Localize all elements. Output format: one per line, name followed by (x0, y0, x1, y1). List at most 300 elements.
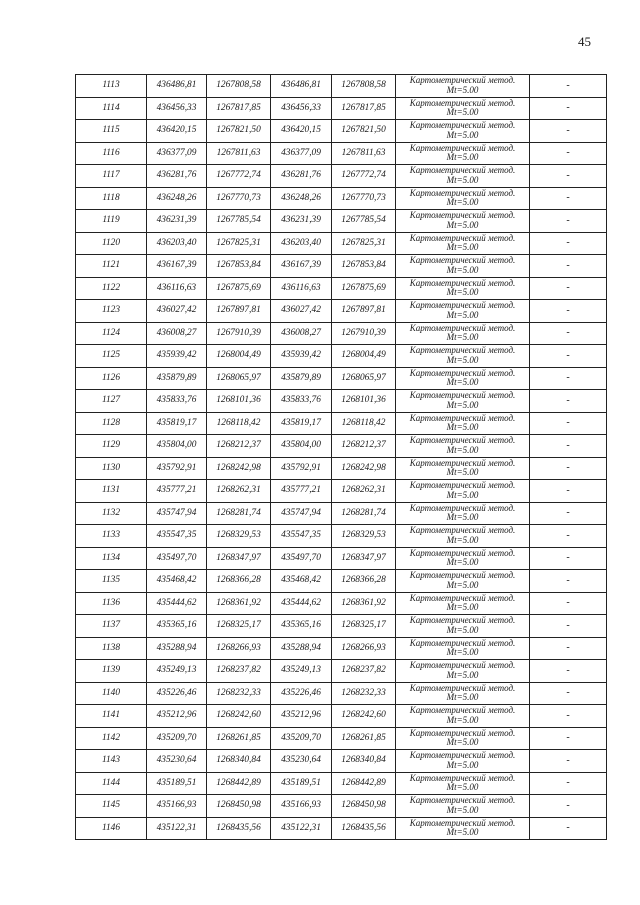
x-coordinate-cell: 436008,27 (147, 322, 207, 345)
y-coordinate-repeat-cell: 1267817,85 (332, 97, 396, 120)
method-name: Картометрический метод. (409, 547, 516, 558)
method-cell (396, 682, 530, 705)
x-coordinate-repeat-cell: 435212,96 (271, 705, 332, 728)
y-coordinate-repeat-cell: 1268242,60 (332, 705, 396, 728)
y-coordinate-repeat-cell: 1268004,49 (332, 345, 396, 368)
point-number-cell: 1133 (76, 525, 147, 548)
method-name: Картометрический метод. (409, 615, 516, 626)
y-coordinate-cell: 1267875,69 (207, 277, 271, 300)
y-coordinate-cell: 1267910,39 (207, 322, 271, 345)
method-name: Картометрический метод. (409, 592, 516, 603)
x-coordinate-repeat-cell: 436231,39 (271, 210, 332, 233)
note-cell: - (530, 660, 607, 683)
method-accuracy: Mt=5.00 (446, 309, 479, 320)
y-coordinate-repeat-cell: 1267770,73 (332, 187, 396, 210)
table-row (76, 165, 607, 188)
method-accuracy: Mt=5.00 (446, 107, 479, 118)
method-accuracy: Mt=5.00 (446, 534, 479, 545)
x-coordinate-repeat-cell: 435444,62 (271, 592, 332, 615)
point-number-cell: 1143 (76, 750, 147, 773)
method-accuracy: Mt=5.00 (446, 624, 479, 635)
note-cell: - (530, 345, 607, 368)
y-coordinate-cell: 1268366,28 (207, 570, 271, 593)
y-coordinate-cell: 1267808,58 (207, 75, 271, 98)
method-cell (396, 142, 530, 165)
method-name: Картометрический метод. (409, 727, 516, 738)
method-name: Картометрический метод. (409, 75, 516, 86)
note-cell: - (530, 727, 607, 750)
method-cell (396, 232, 530, 255)
method-name: Картометрический метод. (409, 682, 516, 693)
x-coordinate-repeat-cell: 435777,21 (271, 480, 332, 503)
method-name: Картометрический метод. (409, 525, 516, 536)
method-cell (396, 772, 530, 795)
method-accuracy: Mt=5.00 (446, 174, 479, 185)
y-coordinate-cell: 1268242,98 (207, 457, 271, 480)
y-coordinate-cell: 1268347,97 (207, 547, 271, 570)
table-row (76, 75, 607, 98)
method-accuracy: Mt=5.00 (446, 467, 479, 478)
method-name: Картометрический метод. (409, 187, 516, 198)
method-accuracy: Mt=5.00 (446, 647, 479, 658)
method-accuracy: Mt=5.00 (446, 804, 479, 815)
y-coordinate-repeat-cell: 1267875,69 (332, 277, 396, 300)
method-name: Картометрический метод. (409, 210, 516, 221)
table-row (76, 142, 607, 165)
method-accuracy: Mt=5.00 (446, 557, 479, 568)
method-accuracy: Mt=5.00 (446, 219, 479, 230)
x-coordinate-repeat-cell: 436116,63 (271, 277, 332, 300)
y-coordinate-cell: 1268266,93 (207, 637, 271, 660)
method-name: Картометрический метод. (409, 367, 516, 378)
method-accuracy: Mt=5.00 (446, 737, 479, 748)
note-cell: - (530, 637, 607, 660)
x-coordinate-repeat-cell: 435288,94 (271, 637, 332, 660)
method-name: Картометрический метод. (409, 120, 516, 131)
y-coordinate-repeat-cell: 1268065,97 (332, 367, 396, 390)
note-cell: - (530, 390, 607, 413)
table-row (76, 772, 607, 795)
method-cell (396, 637, 530, 660)
table-row (76, 592, 607, 615)
point-number-cell: 1131 (76, 480, 147, 503)
point-number-cell: 1121 (76, 255, 147, 278)
method-cell (396, 165, 530, 188)
method-accuracy: Mt=5.00 (446, 512, 479, 523)
y-coordinate-repeat-cell: 1268329,53 (332, 525, 396, 548)
x-coordinate-cell: 436486,81 (147, 75, 207, 98)
x-coordinate-repeat-cell: 436008,27 (271, 322, 332, 345)
x-coordinate-repeat-cell: 435939,42 (271, 345, 332, 368)
x-coordinate-repeat-cell: 436420,15 (271, 120, 332, 143)
method-name: Картометрический метод. (409, 502, 516, 513)
y-coordinate-cell: 1268325,17 (207, 615, 271, 638)
point-number-cell: 1127 (76, 390, 147, 413)
x-coordinate-cell: 435792,91 (147, 457, 207, 480)
y-coordinate-cell: 1268212,37 (207, 435, 271, 458)
y-coordinate-cell: 1268450,98 (207, 795, 271, 818)
method-accuracy: Mt=5.00 (446, 827, 479, 838)
table-row (76, 367, 607, 390)
x-coordinate-repeat-cell: 435547,35 (271, 525, 332, 548)
point-number-cell: 1146 (76, 817, 147, 840)
y-coordinate-repeat-cell: 1268450,98 (332, 795, 396, 818)
y-coordinate-repeat-cell: 1268101,36 (332, 390, 396, 413)
note-cell: - (530, 682, 607, 705)
method-name: Картометрический метод. (409, 390, 516, 401)
note-cell: - (530, 817, 607, 840)
note-cell: - (530, 705, 607, 728)
method-cell (396, 210, 530, 233)
table-row (76, 817, 607, 840)
point-number-cell: 1117 (76, 165, 147, 188)
method-cell (396, 795, 530, 818)
note-cell: - (530, 615, 607, 638)
y-coordinate-repeat-cell: 1268325,17 (332, 615, 396, 638)
y-coordinate-cell: 1268435,56 (207, 817, 271, 840)
x-coordinate-cell: 436116,63 (147, 277, 207, 300)
coordinates-table (75, 74, 607, 840)
method-cell (396, 412, 530, 435)
method-cell (396, 570, 530, 593)
method-accuracy: Mt=5.00 (446, 242, 479, 253)
y-coordinate-cell: 1267825,31 (207, 232, 271, 255)
method-cell (396, 75, 530, 98)
method-cell (396, 660, 530, 683)
point-number-cell: 1138 (76, 637, 147, 660)
point-number-cell: 1137 (76, 615, 147, 638)
method-name: Картометрический метод. (409, 232, 516, 243)
table-row (76, 97, 607, 120)
y-coordinate-repeat-cell: 1268261,85 (332, 727, 396, 750)
point-number-cell: 1116 (76, 142, 147, 165)
y-coordinate-repeat-cell: 1268435,56 (332, 817, 396, 840)
method-cell (396, 277, 530, 300)
table-row (76, 727, 607, 750)
method-cell (396, 547, 530, 570)
method-name: Картометрический метод. (409, 457, 516, 468)
point-number-cell: 1141 (76, 705, 147, 728)
point-number-cell: 1144 (76, 772, 147, 795)
page-number: 45 (578, 34, 591, 49)
y-coordinate-repeat-cell: 1267785,54 (332, 210, 396, 233)
note-cell: - (530, 322, 607, 345)
table-row (76, 615, 607, 638)
method-cell (396, 187, 530, 210)
y-coordinate-repeat-cell: 1268262,31 (332, 480, 396, 503)
x-coordinate-cell: 435212,96 (147, 705, 207, 728)
y-coordinate-repeat-cell: 1268340,84 (332, 750, 396, 773)
y-coordinate-repeat-cell: 1267821,50 (332, 120, 396, 143)
note-cell: - (530, 772, 607, 795)
point-number-cell: 1135 (76, 570, 147, 593)
y-coordinate-repeat-cell: 1267853,84 (332, 255, 396, 278)
x-coordinate-repeat-cell: 435230,64 (271, 750, 332, 773)
note-cell: - (530, 592, 607, 615)
x-coordinate-cell: 435226,46 (147, 682, 207, 705)
x-coordinate-cell: 435939,42 (147, 345, 207, 368)
y-coordinate-cell: 1268281,74 (207, 502, 271, 525)
point-number-cell: 1115 (76, 120, 147, 143)
x-coordinate-repeat-cell: 435792,91 (271, 457, 332, 480)
method-name: Картометрический метод. (409, 300, 516, 311)
x-coordinate-cell: 435288,94 (147, 637, 207, 660)
point-number-cell: 1130 (76, 457, 147, 480)
x-coordinate-cell: 436420,15 (147, 120, 207, 143)
method-name: Картометрический метод. (409, 165, 516, 176)
y-coordinate-repeat-cell: 1268442,89 (332, 772, 396, 795)
y-coordinate-cell: 1267897,81 (207, 300, 271, 323)
x-coordinate-cell: 436203,40 (147, 232, 207, 255)
point-number-cell: 1132 (76, 502, 147, 525)
table-row (76, 525, 607, 548)
y-coordinate-cell: 1268232,33 (207, 682, 271, 705)
method-accuracy: Mt=5.00 (446, 377, 479, 388)
table-row (76, 300, 607, 323)
method-cell (396, 750, 530, 773)
method-accuracy: Mt=5.00 (446, 129, 479, 140)
method-name: Картометрический метод. (409, 705, 516, 716)
method-accuracy: Mt=5.00 (446, 84, 479, 95)
method-cell (396, 727, 530, 750)
table-row (76, 660, 607, 683)
method-accuracy: Mt=5.00 (446, 399, 479, 410)
method-accuracy: Mt=5.00 (446, 422, 479, 433)
method-accuracy: Mt=5.00 (446, 197, 479, 208)
method-cell (396, 120, 530, 143)
table-row (76, 255, 607, 278)
x-coordinate-repeat-cell: 435209,70 (271, 727, 332, 750)
method-cell (396, 435, 530, 458)
table-row (76, 120, 607, 143)
x-coordinate-cell: 435879,89 (147, 367, 207, 390)
method-name: Картометрический метод. (409, 322, 516, 333)
table-row (76, 570, 607, 593)
coordinates-table-body (76, 75, 607, 840)
x-coordinate-cell: 435166,93 (147, 795, 207, 818)
y-coordinate-repeat-cell: 1267825,31 (332, 232, 396, 255)
y-coordinate-repeat-cell: 1268347,97 (332, 547, 396, 570)
y-coordinate-cell: 1267770,73 (207, 187, 271, 210)
note-cell: - (530, 367, 607, 390)
x-coordinate-cell: 436248,26 (147, 187, 207, 210)
x-coordinate-repeat-cell: 436486,81 (271, 75, 332, 98)
method-accuracy: Mt=5.00 (446, 669, 479, 680)
note-cell: - (530, 547, 607, 570)
note-cell: - (530, 435, 607, 458)
x-coordinate-repeat-cell: 435747,94 (271, 502, 332, 525)
method-name: Картометрический метод. (409, 255, 516, 266)
y-coordinate-cell: 1268361,92 (207, 592, 271, 615)
method-name: Картометрический метод. (409, 435, 516, 446)
table-row (76, 502, 607, 525)
x-coordinate-repeat-cell: 435226,46 (271, 682, 332, 705)
point-number-cell: 1145 (76, 795, 147, 818)
x-coordinate-repeat-cell: 435122,31 (271, 817, 332, 840)
table-row (76, 435, 607, 458)
method-name: Картометрический метод. (409, 750, 516, 761)
method-cell (396, 255, 530, 278)
x-coordinate-cell: 435547,35 (147, 525, 207, 548)
note-cell: - (530, 570, 607, 593)
y-coordinate-cell: 1267817,85 (207, 97, 271, 120)
x-coordinate-cell: 435209,70 (147, 727, 207, 750)
x-coordinate-cell: 435804,00 (147, 435, 207, 458)
method-name: Картометрический метод. (409, 795, 516, 806)
note-cell: - (530, 480, 607, 503)
x-coordinate-cell: 436167,39 (147, 255, 207, 278)
method-cell (396, 390, 530, 413)
y-coordinate-repeat-cell: 1268366,28 (332, 570, 396, 593)
x-coordinate-cell: 435819,17 (147, 412, 207, 435)
point-number-cell: 1123 (76, 300, 147, 323)
note-cell: - (530, 277, 607, 300)
method-accuracy: Mt=5.00 (446, 264, 479, 275)
method-name: Картометрический метод. (409, 660, 516, 671)
method-accuracy: Mt=5.00 (446, 354, 479, 365)
note-cell: - (530, 232, 607, 255)
y-coordinate-cell: 1267853,84 (207, 255, 271, 278)
x-coordinate-repeat-cell: 435804,00 (271, 435, 332, 458)
note-cell: - (530, 502, 607, 525)
point-number-cell: 1134 (76, 547, 147, 570)
note-cell: - (530, 187, 607, 210)
table-row (76, 480, 607, 503)
note-cell: - (530, 457, 607, 480)
table-row (76, 187, 607, 210)
note-cell: - (530, 795, 607, 818)
table-row (76, 390, 607, 413)
note-cell: - (530, 300, 607, 323)
x-coordinate-repeat-cell: 435468,42 (271, 570, 332, 593)
y-coordinate-cell: 1268237,82 (207, 660, 271, 683)
note-cell: - (530, 120, 607, 143)
method-accuracy: Mt=5.00 (446, 579, 479, 590)
note-cell: - (530, 75, 607, 98)
method-cell (396, 457, 530, 480)
method-name: Картометрический метод. (409, 637, 516, 648)
y-coordinate-repeat-cell: 1267910,39 (332, 322, 396, 345)
x-coordinate-repeat-cell: 436167,39 (271, 255, 332, 278)
method-accuracy: Mt=5.00 (446, 152, 479, 163)
x-coordinate-cell: 435747,94 (147, 502, 207, 525)
method-accuracy: Mt=5.00 (446, 332, 479, 343)
point-number-cell: 1114 (76, 97, 147, 120)
method-cell (396, 705, 530, 728)
x-coordinate-repeat-cell: 435189,51 (271, 772, 332, 795)
point-number-cell: 1120 (76, 232, 147, 255)
table-row (76, 547, 607, 570)
y-coordinate-cell: 1268065,97 (207, 367, 271, 390)
x-coordinate-repeat-cell: 435879,89 (271, 367, 332, 390)
x-coordinate-repeat-cell: 435249,13 (271, 660, 332, 683)
method-name: Картометрический метод. (409, 412, 516, 423)
y-coordinate-repeat-cell: 1268266,93 (332, 637, 396, 660)
y-coordinate-repeat-cell: 1268118,42 (332, 412, 396, 435)
x-coordinate-repeat-cell: 436456,33 (271, 97, 332, 120)
x-coordinate-cell: 435833,76 (147, 390, 207, 413)
note-cell: - (530, 142, 607, 165)
y-coordinate-repeat-cell: 1267808,58 (332, 75, 396, 98)
method-accuracy: Mt=5.00 (446, 759, 479, 770)
method-name: Картометрический метод. (409, 277, 516, 288)
method-accuracy: Mt=5.00 (446, 692, 479, 703)
x-coordinate-cell: 435230,64 (147, 750, 207, 773)
table-row (76, 232, 607, 255)
y-coordinate-cell: 1267772,74 (207, 165, 271, 188)
table-row (76, 750, 607, 773)
y-coordinate-cell: 1268261,85 (207, 727, 271, 750)
x-coordinate-repeat-cell: 435497,70 (271, 547, 332, 570)
method-name: Картометрический метод. (409, 817, 516, 828)
x-coordinate-cell: 436231,39 (147, 210, 207, 233)
note-cell: - (530, 255, 607, 278)
method-name: Картометрический метод. (409, 97, 516, 108)
y-coordinate-cell: 1268242,60 (207, 705, 271, 728)
x-coordinate-cell: 436377,09 (147, 142, 207, 165)
point-number-cell: 1126 (76, 367, 147, 390)
table-row (76, 705, 607, 728)
point-number-cell: 1142 (76, 727, 147, 750)
y-coordinate-repeat-cell: 1268242,98 (332, 457, 396, 480)
method-name: Картометрический метод. (409, 570, 516, 581)
y-coordinate-cell: 1268329,53 (207, 525, 271, 548)
x-coordinate-repeat-cell: 436281,76 (271, 165, 332, 188)
x-coordinate-cell: 435444,62 (147, 592, 207, 615)
point-number-cell: 1128 (76, 412, 147, 435)
method-cell (396, 817, 530, 840)
point-number-cell: 1129 (76, 435, 147, 458)
y-coordinate-repeat-cell: 1268237,82 (332, 660, 396, 683)
point-number-cell: 1124 (76, 322, 147, 345)
x-coordinate-cell: 435468,42 (147, 570, 207, 593)
x-coordinate-repeat-cell: 435819,17 (271, 412, 332, 435)
method-accuracy: Mt=5.00 (446, 287, 479, 298)
x-coordinate-repeat-cell: 436248,26 (271, 187, 332, 210)
method-name: Картометрический метод. (409, 142, 516, 153)
y-coordinate-cell: 1268262,31 (207, 480, 271, 503)
point-number-cell: 1122 (76, 277, 147, 300)
x-coordinate-cell: 435122,31 (147, 817, 207, 840)
y-coordinate-cell: 1268442,89 (207, 772, 271, 795)
method-cell (396, 97, 530, 120)
x-coordinate-cell: 435189,51 (147, 772, 207, 795)
x-coordinate-cell: 435249,13 (147, 660, 207, 683)
table-row (76, 682, 607, 705)
method-cell (396, 525, 530, 548)
method-accuracy: Mt=5.00 (446, 489, 479, 500)
point-number-cell: 1136 (76, 592, 147, 615)
point-number-cell: 1125 (76, 345, 147, 368)
x-coordinate-repeat-cell: 435166,93 (271, 795, 332, 818)
method-cell (396, 480, 530, 503)
method-accuracy: Mt=5.00 (446, 714, 479, 725)
point-number-cell: 1119 (76, 210, 147, 233)
y-coordinate-cell: 1267811,63 (207, 142, 271, 165)
method-accuracy: Mt=5.00 (446, 782, 479, 793)
method-name: Картометрический метод. (409, 480, 516, 491)
method-cell (396, 367, 530, 390)
table-row (76, 210, 607, 233)
y-coordinate-repeat-cell: 1267772,74 (332, 165, 396, 188)
x-coordinate-repeat-cell: 435833,76 (271, 390, 332, 413)
x-coordinate-cell: 435497,70 (147, 547, 207, 570)
method-cell (396, 615, 530, 638)
method-accuracy: Mt=5.00 (446, 444, 479, 455)
x-coordinate-repeat-cell: 436377,09 (271, 142, 332, 165)
y-coordinate-repeat-cell: 1268212,37 (332, 435, 396, 458)
x-coordinate-repeat-cell: 436203,40 (271, 232, 332, 255)
